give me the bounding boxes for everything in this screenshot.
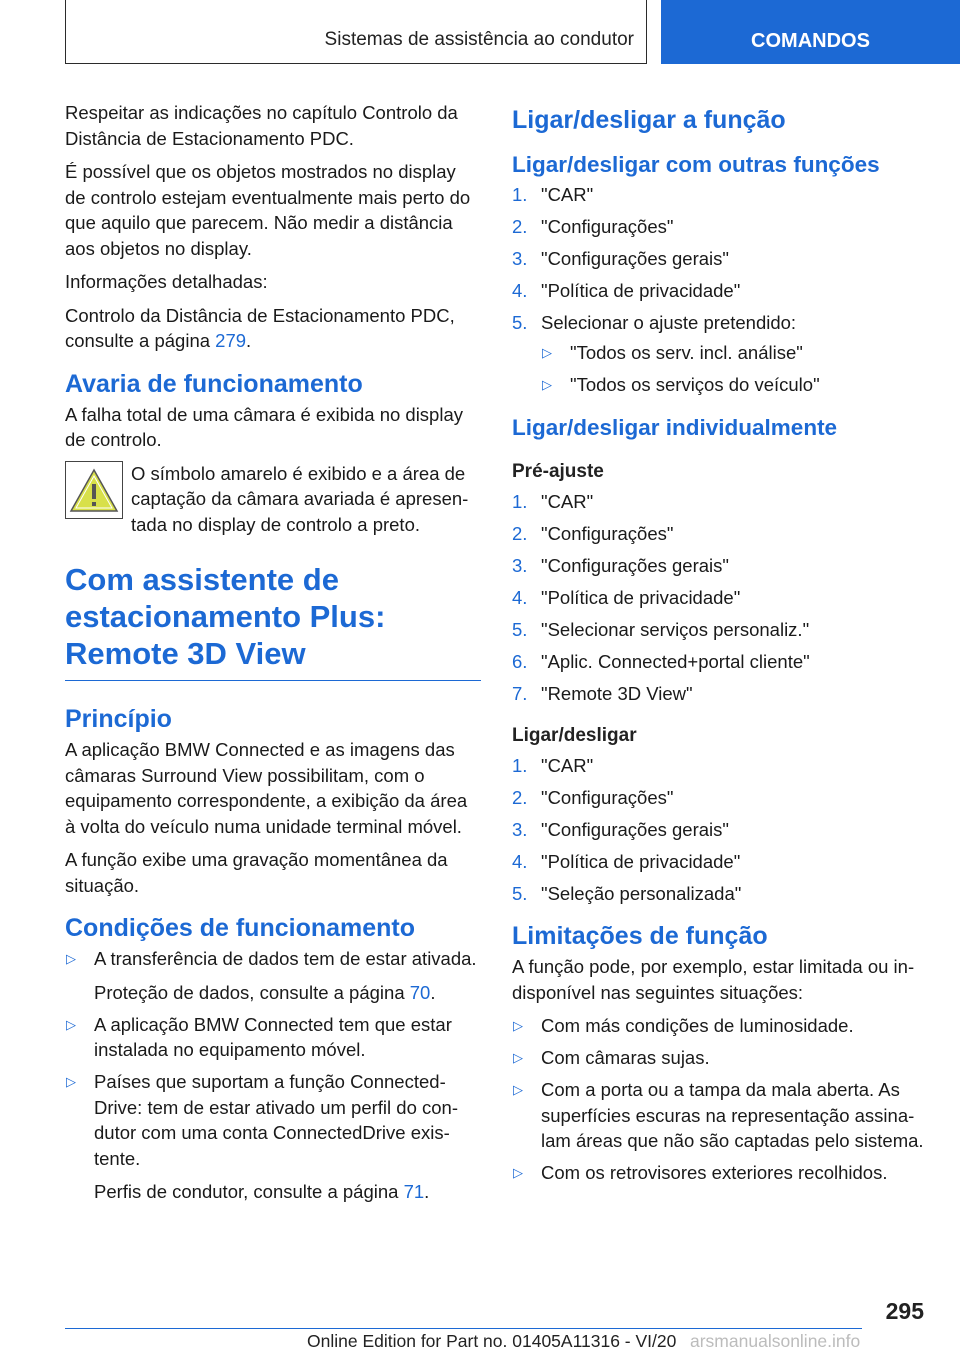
list-item — [512, 617, 927, 643]
list-item — [512, 1160, 927, 1186]
step-text: "Política de privacidade" — [541, 587, 741, 608]
paragraph: A função exibe uma gravação momentânea da situação. — [65, 849, 448, 896]
step-text: "CAR" — [541, 754, 594, 776]
triangle-bullet-icon: ▷ — [513, 1050, 523, 1065]
option-item — [541, 372, 927, 398]
step-number: 1. — [512, 491, 528, 512]
step-text: Selecionar o ajuste pretendido: — [541, 312, 797, 333]
list-item-text: A aplicação BMW Connected tem que estar instalada no equipamento móvel. — [94, 1013, 452, 1060]
footer-edition: Online Edition for Part no. 01405A11316 - VI/20 — [307, 1331, 677, 1351]
outras-steps — [512, 182, 927, 397]
step-number: 3. — [512, 818, 528, 840]
page-link[interactable]: 70 — [409, 981, 431, 1003]
limitacoes-list — [512, 1013, 927, 1186]
section-heading-ligar: Ligar/desligar a função — [512, 106, 786, 134]
ligar-desligar-steps — [512, 753, 927, 907]
footer-watermark: arsmanualsonline.info — [690, 1331, 861, 1351]
step-text: "Seleção personalizada" — [541, 882, 742, 904]
warning-note — [65, 461, 481, 538]
triangle-bullet-icon: ▷ — [66, 1016, 76, 1032]
list-item — [512, 310, 927, 397]
option-list — [541, 340, 927, 398]
footer-divider — [65, 1328, 862, 1329]
condicoes-list — [65, 946, 481, 1205]
list-item-text: Com más condições de luminosidade. — [541, 1015, 854, 1036]
list-item-text: Países que suportam a função ConnectedDrive: tem de estar ativado um perfil do condutor com uma conta ConnectedDrive existente. — [94, 1071, 459, 1169]
triangle-bullet-icon: ▷ — [66, 1074, 76, 1089]
paragraph: A função pode, por exemplo, estar limitada ou indisponível nas seguintes situações: — [512, 956, 915, 1003]
step-number: 5. — [512, 882, 528, 904]
option-text: "Todos os serviços do veículo" — [570, 373, 820, 395]
step-text: "Selecionar serviços personaliz." — [541, 619, 810, 640]
subheading-ligar-desligar: Ligar/desligar — [512, 724, 637, 746]
page-link[interactable]: 71 — [403, 1181, 425, 1202]
step-number: 2. — [512, 216, 528, 237]
triangle-bullet-icon: ▷ — [513, 1082, 523, 1097]
triangle-bullet-icon: ▷ — [513, 1018, 523, 1033]
list-item-text: Com os retrovisores exteriores recolhidos. — [541, 1162, 888, 1183]
step-number: 4. — [512, 280, 528, 301]
list-item — [65, 946, 481, 1005]
note-text: Perfis de condutor, consulte a página — [94, 1181, 404, 1202]
step-number: 7. — [512, 683, 528, 704]
step-text: "Configurações gerais" — [541, 555, 729, 576]
note-end: . — [430, 981, 436, 1003]
list-item-text: A transferência de dados tem de estar ativada. — [94, 948, 477, 969]
step-number: 4. — [512, 587, 528, 608]
step-text: "Configurações gerais" — [541, 818, 729, 840]
step-number: 3. — [512, 248, 528, 269]
subsection-heading-outras: Ligar/desligar com outras funções — [512, 152, 880, 177]
section-heading-limitacoes: Limitações de função — [512, 922, 768, 950]
step-number: 5. — [512, 312, 528, 333]
option-text: "Todos os serv. incl. análise" — [570, 341, 803, 363]
step-number: 2. — [512, 523, 528, 544]
list-item — [512, 881, 927, 907]
section-heading-avaria: Avaria de funcionamento — [65, 369, 363, 398]
triangle-bullet-icon: ▷ — [513, 1165, 523, 1180]
section-heading-principio: Princípio — [65, 705, 172, 733]
list-item — [512, 1013, 927, 1039]
paragraph-end: . — [246, 330, 252, 351]
list-item — [512, 278, 927, 304]
list-item — [65, 1012, 481, 1063]
step-text: "Configurações" — [541, 786, 674, 808]
chapter-title: Com assistente de estacionamento Plus: Remote 3D View — [65, 561, 481, 681]
step-text: "CAR" — [541, 491, 594, 512]
subheading-preajuste: Pré-ajuste — [512, 461, 604, 482]
preajuste-steps — [512, 489, 927, 707]
paragraph: A aplicação BMW Connected e as imagens das câmaras Surround View possibilitam, com o equipamento correspondente, a exibição da área à volta do veículo numa unidade terminal móvel. — [65, 739, 468, 837]
step-number: 5. — [512, 619, 528, 640]
step-text: "Política de privacidade" — [541, 850, 741, 872]
header-section-title: Sistemas de assistência ao condutor — [324, 29, 634, 50]
step-text: "Configurações gerais" — [541, 248, 729, 269]
list-item — [512, 182, 927, 208]
step-number: 3. — [512, 555, 528, 576]
list-item — [512, 849, 927, 875]
list-item — [512, 585, 927, 611]
step-number: 1. — [512, 754, 528, 776]
triangle-bullet-icon: ▷ — [542, 376, 552, 392]
paragraph-with-link — [65, 303, 481, 354]
paragraph: Informações detalhadas: — [65, 271, 268, 292]
list-item — [512, 246, 927, 272]
warning-triangle-icon — [65, 461, 123, 519]
section-heading-condicoes: Condições de funcionamento — [65, 914, 416, 942]
note-text: Proteção de dados, consulte a página — [94, 981, 410, 1003]
step-text: "Configurações" — [541, 523, 674, 544]
paragraph: A falha total de uma câmara é exibida no display de controlo. — [65, 403, 463, 450]
step-text: "CAR" — [541, 184, 594, 205]
list-item-note — [94, 1179, 481, 1205]
list-item-note — [94, 980, 481, 1006]
list-item — [512, 817, 927, 843]
step-text: "Política de privacidade" — [541, 280, 741, 301]
right-column — [512, 100, 927, 1192]
step-number: 6. — [512, 651, 528, 672]
step-number: 4. — [512, 850, 528, 872]
step-text: "Configurações" — [541, 216, 674, 237]
page-link[interactable]: 279 — [215, 330, 247, 351]
header-tab-comandos[interactable]: COMANDOS — [661, 0, 960, 64]
header-section-box — [65, 0, 647, 64]
option-item — [541, 340, 927, 366]
list-item-text: Com a porta ou a tampa da mala aberta. As superfícies escuras na representação assinalam áreas que não são captadas pelo sistema. — [541, 1079, 924, 1151]
paragraph: É possível que os objetos mostrados no display de controlo estejam eventualmente mais perto do que aquilo que parecem. Não medir a distância aos objetos no display. — [65, 161, 471, 259]
list-item — [512, 753, 927, 779]
left-column — [65, 100, 481, 1211]
list-item — [512, 1045, 927, 1071]
paragraph: Respeitar as indicações no capítulo Controlo da Distância de Estacionamento PDC. — [65, 102, 458, 149]
list-item — [512, 214, 927, 240]
list-item — [512, 489, 927, 515]
page-number: 295 — [885, 1298, 924, 1324]
subsection-heading-individual: Ligar/desligar individualmente — [512, 415, 838, 440]
paragraph-text: Controlo da Distância de Estacionamento PDC, consulte a página — [65, 304, 455, 351]
list-item — [512, 649, 927, 675]
triangle-bullet-icon: ▷ — [66, 951, 76, 966]
step-text: "Remote 3D View" — [541, 683, 693, 704]
list-item — [512, 681, 927, 707]
list-item — [512, 1077, 927, 1154]
list-item — [65, 1069, 481, 1205]
list-item — [512, 553, 927, 579]
warning-text: O símbolo amarelo é exibido e a área de captação da câmara avariada é apresentada no display de controlo a preto. — [131, 462, 469, 535]
step-text: "Aplic. Connected+portal cliente" — [541, 651, 810, 672]
step-number: 1. — [512, 184, 528, 205]
list-item — [512, 521, 927, 547]
triangle-bullet-icon: ▷ — [542, 344, 552, 360]
list-item — [512, 785, 927, 811]
step-number: 2. — [512, 786, 528, 808]
list-item-text: Com câmaras sujas. — [541, 1047, 710, 1068]
note-end: . — [424, 1181, 430, 1202]
